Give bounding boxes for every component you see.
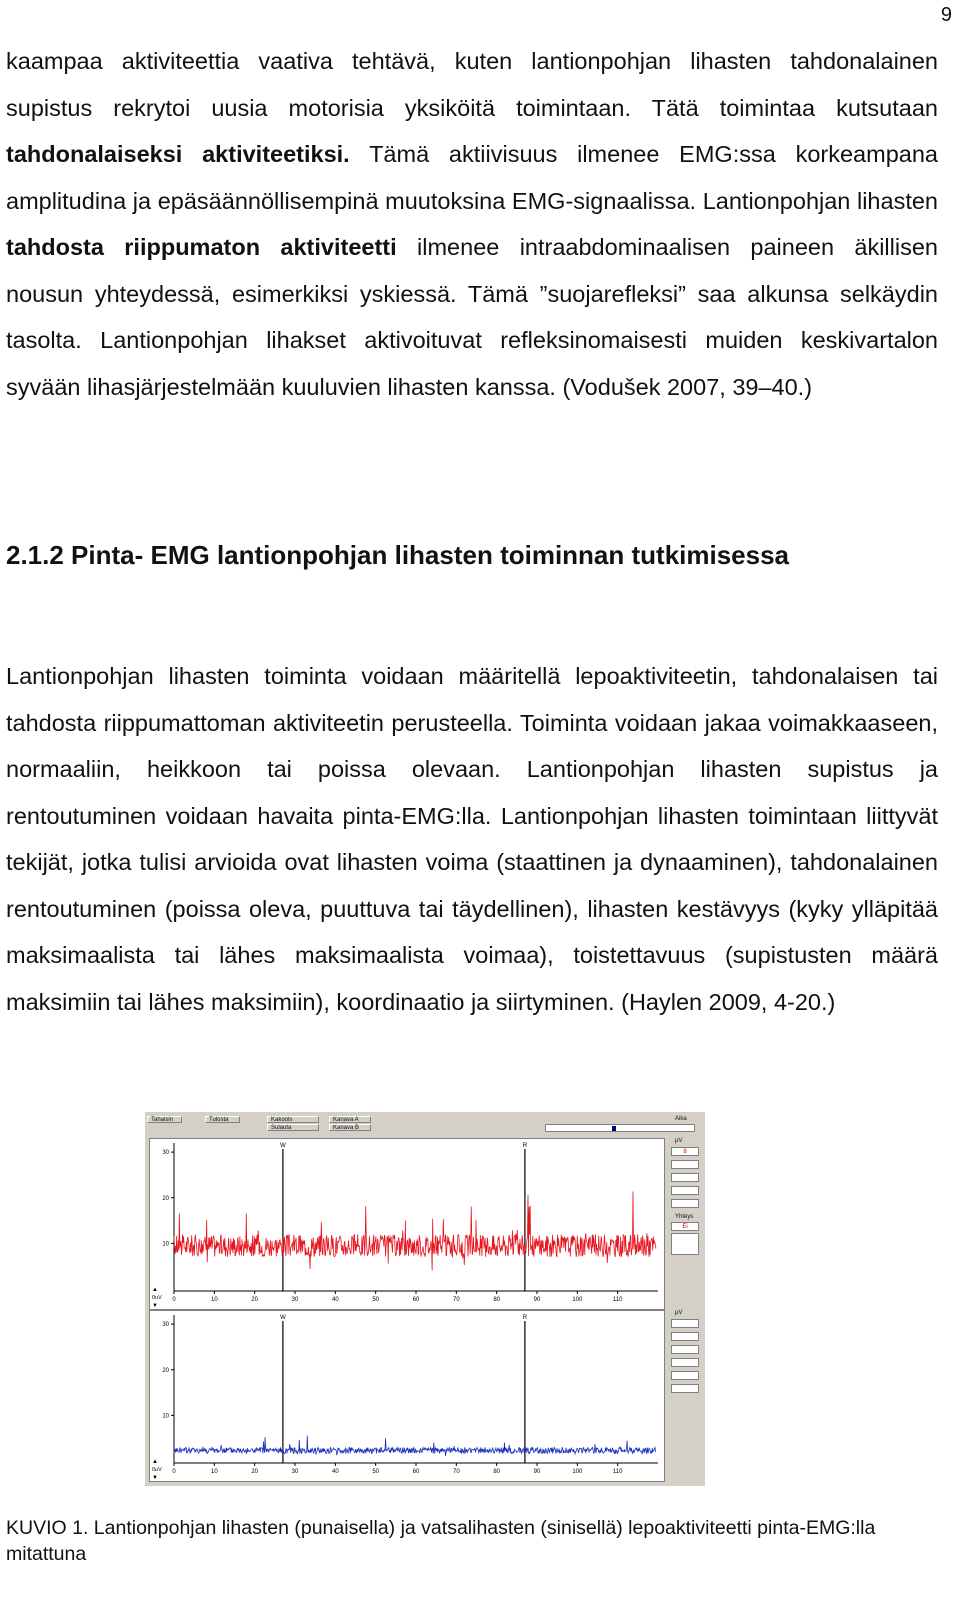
x-tick-label: 110 bbox=[612, 1469, 623, 1475]
emg-plot-bottom bbox=[150, 1311, 664, 1481]
x-tick-label: 80 bbox=[493, 1297, 501, 1303]
text-run: kaampaa aktiviteettia vaativa tehtävä, kuten lantionpohjan lihasten tahdonalainen supistus rekrytoi uusia motorisia yksiköitä toimintaan. Tätä toimintaa kutsutaan bbox=[6, 48, 938, 121]
y-tick-label: 20 bbox=[162, 1195, 169, 1202]
y-tick-label: 20 bbox=[162, 1367, 169, 1374]
x-tick-label: 40 bbox=[331, 1469, 339, 1475]
marker-w-label: W bbox=[280, 1315, 286, 1321]
toolbar-button-4[interactable]: Sulauta bbox=[267, 1124, 319, 1131]
scroll-down-icon: ▼ bbox=[152, 1475, 158, 1481]
y-tick-label: 30 bbox=[162, 1150, 169, 1157]
side-panel-bottom bbox=[669, 1310, 701, 1482]
page-number: 9 bbox=[940, 4, 952, 26]
toolbar-button-5[interactable]: Kanava A bbox=[329, 1116, 371, 1123]
x-tick-label: 0 bbox=[172, 1297, 176, 1303]
figure-caption: KUVIO 1. Lantionpohjan lihasten (punaisella) ja vatsalihasten (sinisellä) lepoaktiviteetti pinta-EMG:lla mitattuna bbox=[6, 1517, 876, 1565]
blank-box-1 bbox=[671, 1319, 699, 1328]
pelvic-floor-signal-line bbox=[174, 1192, 656, 1271]
x-tick-label: 90 bbox=[533, 1469, 541, 1475]
toolbar-button-1[interactable]: Tahaisin bbox=[147, 1116, 182, 1123]
yhteys-value: Ei bbox=[671, 1222, 699, 1231]
scroll-down-icon: ▼ bbox=[152, 1303, 158, 1309]
x-tick-label: 70 bbox=[452, 1297, 460, 1303]
scroll-up-icon: ▲ bbox=[152, 1287, 158, 1293]
blank-box-3 bbox=[671, 1345, 699, 1354]
x-tick-label: 60 bbox=[412, 1469, 420, 1475]
blank-box-4 bbox=[671, 1199, 699, 1208]
x-tick-label: 100 bbox=[572, 1297, 583, 1303]
bold-term: tahdonalaiseksi aktiviteetiksi. bbox=[6, 141, 350, 167]
y-tick-label: 10 bbox=[162, 1241, 169, 1248]
y-tick-label: 10 bbox=[162, 1413, 169, 1420]
emg-plot-top bbox=[150, 1139, 664, 1309]
blank-box-2 bbox=[671, 1332, 699, 1341]
scroll-up-icon: ▲ bbox=[152, 1459, 158, 1465]
side-panel-top bbox=[669, 1138, 701, 1310]
blank-box-large bbox=[671, 1233, 699, 1255]
progress-marker bbox=[612, 1126, 616, 1131]
marker-w-label: W bbox=[280, 1143, 286, 1149]
blank-box-6 bbox=[671, 1384, 699, 1393]
x-tick-label: 100 bbox=[572, 1469, 583, 1475]
yhteys-label: Yhteys bbox=[675, 1214, 694, 1220]
toolbar-button-2[interactable]: Tulosta bbox=[205, 1116, 240, 1123]
emg-pane-top bbox=[149, 1138, 665, 1310]
unit-label: µV bbox=[675, 1138, 683, 1144]
x-tick-label: 30 bbox=[291, 1469, 299, 1475]
section-heading: 2.1.2 Pinta- EMG lantionpohjan lihasten toiminnan tutkimisessa bbox=[6, 540, 790, 570]
y-zero-label: 0uV bbox=[152, 1295, 162, 1301]
marker-r-label: R bbox=[522, 1143, 528, 1149]
blank-box-2 bbox=[671, 1173, 699, 1182]
unit-label: µV bbox=[675, 1310, 683, 1316]
x-tick-label: 80 bbox=[493, 1469, 501, 1475]
paragraph-1 bbox=[6, 38, 938, 410]
time-progress bbox=[545, 1124, 695, 1132]
blank-box-5 bbox=[671, 1371, 699, 1380]
x-tick-label: 20 bbox=[251, 1297, 259, 1303]
emg-screenshot bbox=[145, 1112, 705, 1486]
abdominal-signal-line bbox=[174, 1436, 656, 1456]
paragraph-2: Lantionpohjan lihasten toiminta voidaan määritellä lepoaktiviteetin, tahdonalaisen tai tahdosta riippumattoman aktiviteetin perusteella. Toiminta voidaan jakaa voimakkaaseen, normaaliin, heikkoon tai poissa olevaan. Lantionpohjan lihasten supistus ja rentoutuminen voidaan havaita pinta-EMG:lla. Lantionpohjan lihasten toimintaan liittyvät tekijät, jotka tulisi arvioida ovat lihasten voima (staattinen ja dynaaminen), tahdonalainen rentoutuminen (poissa oleva, puuttuva tai täydellinen), lihasten kestävyys (kyky ylläpitää maksimaalista tai lähes maksimaalista voimaa), toistettavuus (supistusten määrä maksimiin tai lähes maksimiin), koordinaatio ja siirtyminen. (Haylen 2009, 4-20.) bbox=[6, 663, 938, 1015]
aika-label: Aika bbox=[675, 1116, 687, 1122]
x-tick-label: 20 bbox=[251, 1469, 259, 1475]
x-tick-label: 50 bbox=[372, 1297, 380, 1303]
text-run: Tämä aktiivisuus ilmenee EMG:ssa korkeampana amplitudina ja epäsäännöllisempinä muutoksina EMG-signaalissa. Lantionpohjan lihasten bbox=[6, 141, 938, 214]
x-tick-label: 60 bbox=[412, 1297, 420, 1303]
text-run: ilmenee intraabdominaalisen paineen äkillisen nousun yhteydessä, esimerkiksi yskiessä. Tämä ”suojarefleksi” saa alkunsa selkäydin tasolta. Lantionpohjan lihakset aktivoituvat refleksinomaisesti muiden keskivartalon syvään lihasjärjestelmään kuuluvien lihasten kanssa. (Vodušek 2007, 39–40.) bbox=[6, 234, 938, 400]
emg-pane-bottom bbox=[149, 1310, 665, 1482]
bold-term: tahdosta riippumaton aktiviteetti bbox=[6, 234, 397, 260]
toolbar-button-3[interactable]: Kakoois bbox=[267, 1116, 319, 1123]
blank-box-1 bbox=[671, 1160, 699, 1169]
x-tick-label: 30 bbox=[291, 1297, 299, 1303]
y-tick-label: 30 bbox=[162, 1322, 169, 1329]
y-zero-label: 0uV bbox=[152, 1467, 162, 1473]
x-tick-label: 110 bbox=[612, 1297, 623, 1303]
blank-box-3 bbox=[671, 1186, 699, 1195]
x-tick-label: 40 bbox=[331, 1297, 339, 1303]
toolbar-button-6[interactable]: Kanava B bbox=[329, 1124, 371, 1131]
x-tick-label: 10 bbox=[210, 1469, 218, 1475]
x-tick-label: 70 bbox=[452, 1469, 460, 1475]
x-tick-label: 50 bbox=[372, 1469, 380, 1475]
marker-r-label: R bbox=[522, 1315, 528, 1321]
value-box: 8 bbox=[671, 1147, 699, 1156]
blank-box-4 bbox=[671, 1358, 699, 1367]
x-tick-label: 10 bbox=[210, 1297, 218, 1303]
x-tick-label: 90 bbox=[533, 1297, 541, 1303]
x-tick-label: 0 bbox=[172, 1469, 176, 1475]
